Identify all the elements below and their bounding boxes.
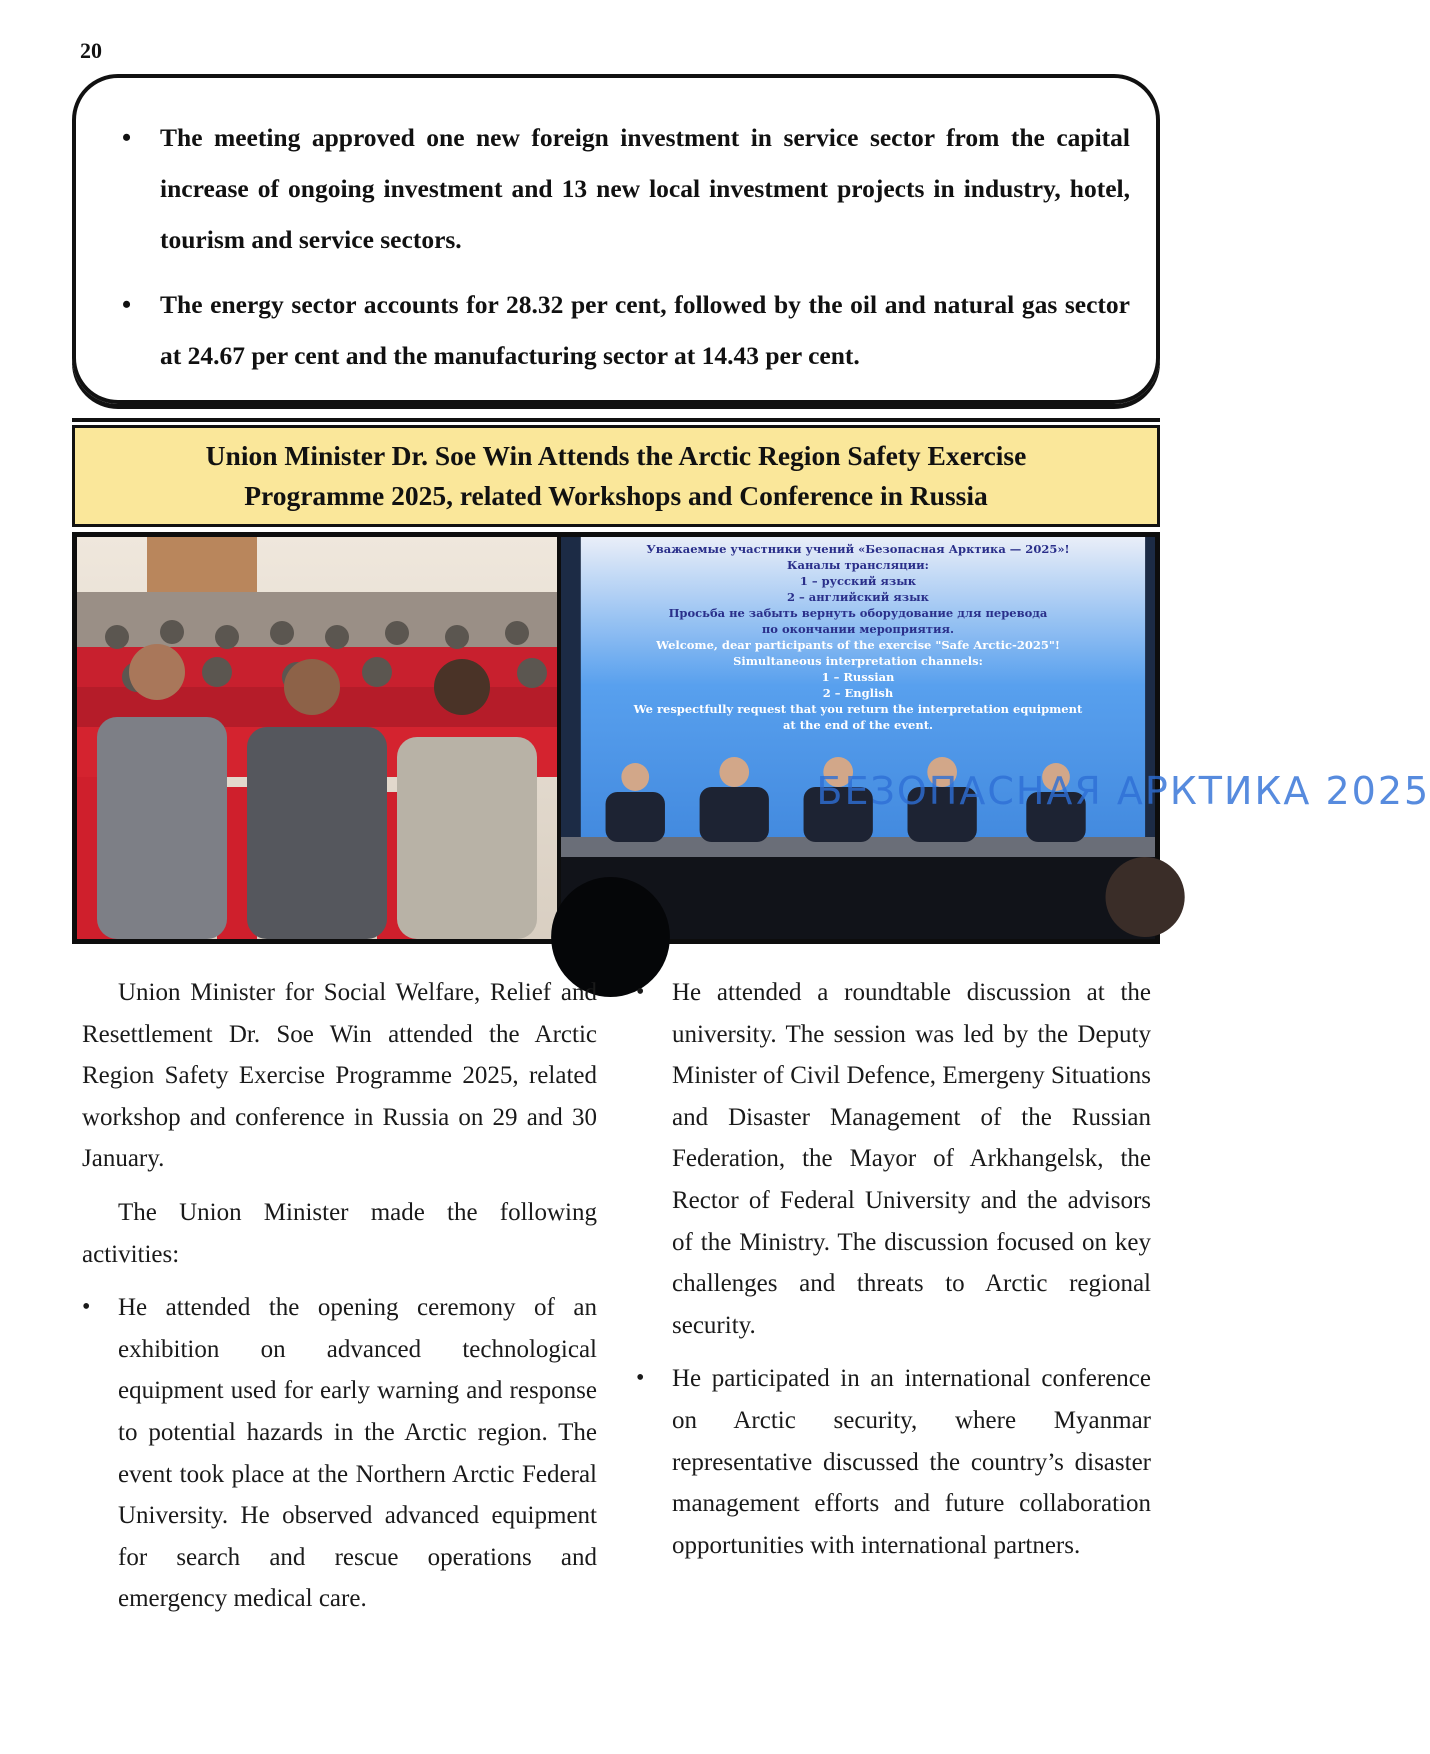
highlights-box — [72, 74, 1160, 404]
activity-item: • He attended the opening ceremony of an exhibition on advanced technological equipment used for early warning and response to potential hazards in the Arctic region. The event took place at the Northern Arctic Federal University. He observed advanced equipment for search and rescue operations and emergency medical care. — [82, 1287, 597, 1620]
screen-line-ru: Просьба не забыть вернуть оборудование для перевода — [668, 606, 1048, 620]
article-intro: Union Minister for Social Welfare, Relief and Resettlement Dr. Soe Win attended the Arctic Region Safety Exercise Programme 2025, related workshop and conference in Russia on 29 and 30 January. — [82, 979, 597, 1173]
article-column-right — [636, 972, 1151, 1578]
screen-line-ru: 1 – русский язык — [799, 574, 917, 588]
screen-line-en: 1 – Russian — [821, 670, 895, 684]
article-heading-line-1: Union Minister Dr. Soe Win Attends the Arctic Region Safety Exercise — [205, 440, 1027, 471]
screen-line-en: Welcome, dear participants of the exercise "Safe Arctic-2025"! — [656, 638, 1060, 652]
page-number: 20 — [80, 38, 102, 63]
screen-line-en: Simultaneous interpretation channels: — [733, 654, 983, 668]
screen-line-ru: Уважаемые участники учений «Безопасная Арктика — 2025»! — [646, 542, 1070, 556]
screen-line-en: at the end of the event. — [782, 718, 934, 732]
highlights-list — [124, 112, 1130, 381]
article-heading-banner — [72, 425, 1160, 527]
article-heading-line-2: Programme 2025, related Workshops and Conference in Russia — [244, 480, 988, 511]
screen-line-en: We respectfully request that you return the interpretation equipment — [633, 702, 1083, 716]
activities-intro: The Union Minister made the following activities: — [82, 1198, 597, 1268]
audience-photo — [77, 537, 557, 939]
screen-banner-title: БЕЗОПАСНАЯ АРКТИКА 2025 — [816, 769, 1430, 813]
highlight-item: • The energy sector accounts for 28.32 per cent, followed by the oil and natural gas sector at 24.67 per cent and the manufacturing sector at 14.43 per cent. — [124, 279, 1130, 381]
audience-photo-graphic — [77, 537, 557, 939]
photo-collage — [72, 532, 1430, 944]
screen-line-ru: по окончании мероприятия. — [761, 622, 955, 636]
activities-list-continued — [636, 972, 1151, 1566]
article-heading — [206, 436, 1027, 516]
screen-line-en: 2 – English — [822, 686, 894, 700]
article-column-left — [82, 972, 597, 1632]
conference-photo — [561, 537, 1430, 939]
highlight-item: • The meeting approved one new foreign investment in service sector from the capital increase of ongoing investment and 13 new local investment projects in industry, hotel, tourism and service sectors. — [124, 112, 1130, 265]
presentation-screen-text — [620, 541, 1095, 733]
activity-item: • He attended a roundtable discussion at the university. The session was led by the Deputy Minister of Civil Defence, Emergeny Situations and Disaster Management of the Russian Federation, the Mayor of Arkhangelsk, the Rector of Federal University and the advisors of the Ministry. The discussion focused on key challenges and threats to Arctic regional security. — [636, 972, 1151, 1346]
screen-line-ru: 2 – английский язык — [787, 590, 929, 604]
section-divider — [72, 418, 1160, 422]
screen-line-ru: Каналы трансляции: — [787, 558, 929, 572]
activities-list — [82, 1287, 597, 1620]
activity-item: • He participated in an international conference on Arctic security, where Myanmar representative discussed the country’s disaster management efforts and future collaboration opportunities with international partners. — [636, 1358, 1151, 1566]
